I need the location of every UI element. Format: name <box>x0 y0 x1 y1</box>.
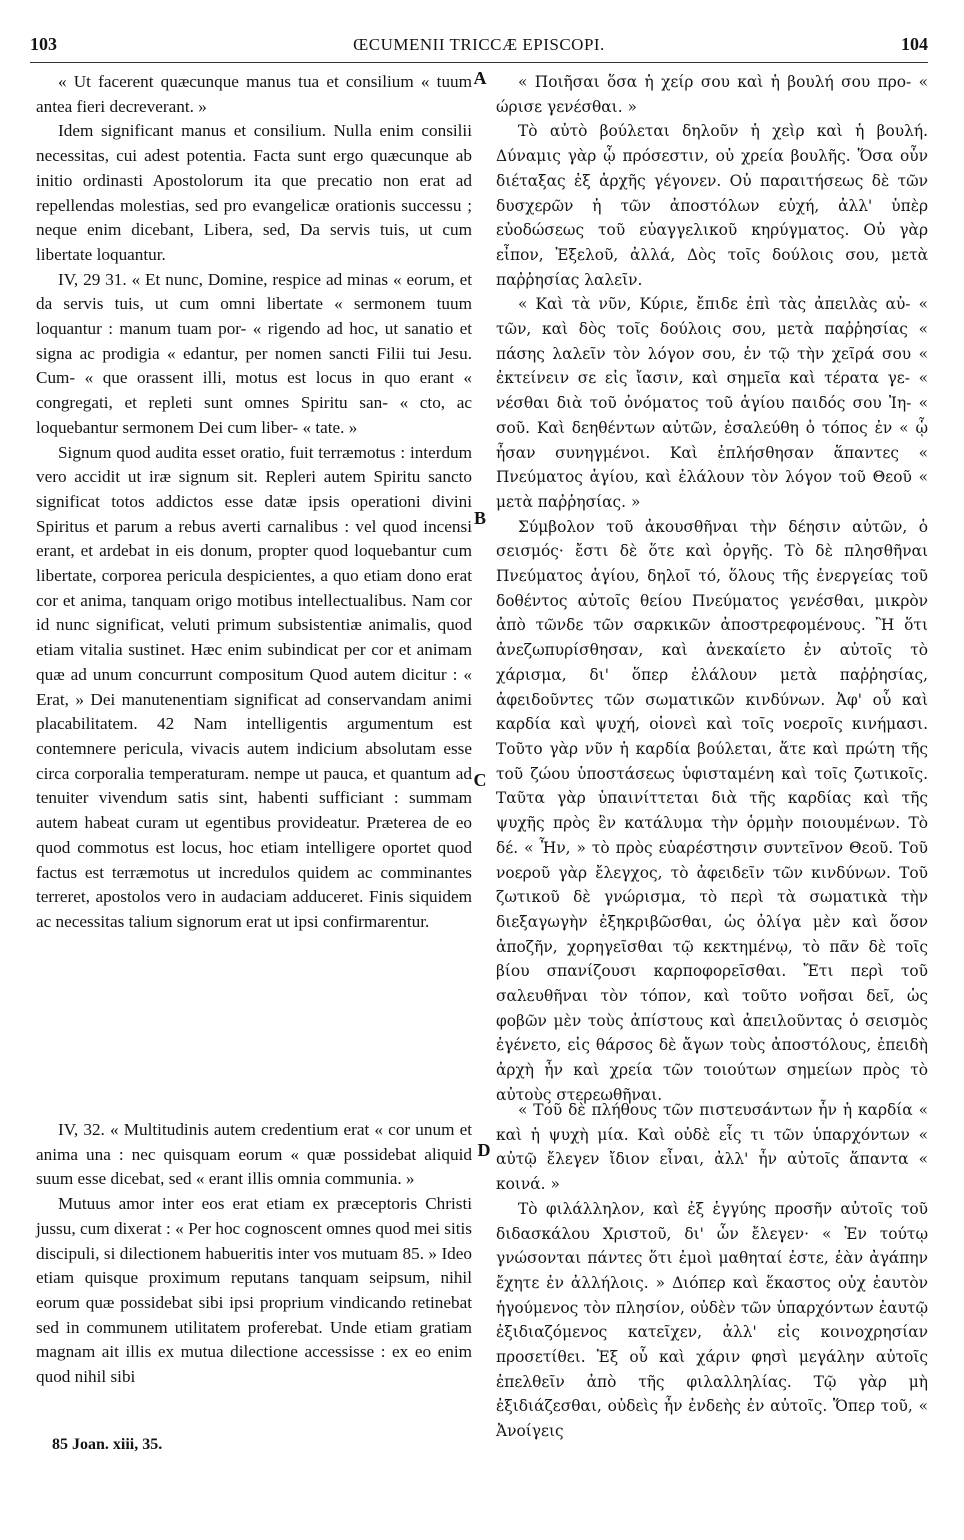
margin-letter-d: D <box>477 1140 491 1160</box>
page-number-left: 103 <box>30 34 57 54</box>
latin-column-lower <box>36 1118 472 1414</box>
latin-column-upper <box>36 70 472 1110</box>
latin-paragraph: IV, 32. « Multitudinis autem credentium erat « cor unum et anima una : nec quisquam eorum « quæ possidebat aliquid suum esse dicebat, sed « erant illis omnia communia. » <box>36 1120 472 1189</box>
greek-paragraph: Τὸ φιλάλληλον, καὶ ἐξ ἐγγύης προσῆν αὐτοῖς τοῦ διδασκάλου Χριστοῦ, δι' ὧν ἔλεγεν· « Ἐν τούτῳ γνώσονται πάντες ὅτι ἐμοὶ μαθηταί ἐστε, ἐὰν ἀγάπην ἔχητε ἐν ἀλλήλοις. » Διόπερ καὶ ἕκαστος οὐχ ἑαυτὸν ἡγούμενος τὸν πλησίον, οὐδὲν τῶν ὑπαρχόντων ἑαυτῷ ἐξιδιαζόμενος κατεῖχεν, ἀλλ' εἰς κοινοχρησίαν προσετίθει. Ἐξ οὗ καὶ χάριν φησὶ μεγάλην αὐτοῖς ἐπελθεῖν ἀπὸ τῆς φιλαλληλίας. Τῷ γὰρ μὴ ἐξιδιάζεσθαι, οὐδεὶς ἦν ἐνδεὴς ἐν αὐτοῖς. Ὅπερ τοῦ, « Ἀνοίγεις <box>496 1199 928 1441</box>
latin-paragraph: Signum quod audita esset oratio, fuit terræmotus : interdum vero accidit ut iræ signum sit. Repleri autem Spiritu sancto significat totos addictos esse datæ ipsis operationi divini Spiritus et parum a rebus averti carnalibus : vel quod incensi erant, et ardebat in eis donum, propter quod loquebantur cum libertate, corporea pericula despicientes, a quo etiam dono erat cor et anima, tanquam origo motibus intellectualibus. Nam cor id nunc significat, veluti primum subsistentiæ animalis, quod etiam vitalia sustinet. Hæc enim subindicat per cor et animam quæ ad unum concurrunt compositum Quod autem dicitur : « Erat, » Dei manutenentiam significat ad conservandam animi placabilitatem. 42 Nam intelligentis argumentum est contemnere pericula, vivacis autem indicium absolutam esse circa corporalia temperaturam. nempe ut pauca, et quantum ad tenuiter vivendum satis sint, habenti sufficiant : summam autem habeat curam ut egentibus provideatur. Præterea de eo quod commotus est locus, hoc etiam intelligere oportet quod factus est terræmotus ut incredulos quidem ac comminantes terreret, apostolos vero in audaciam adduceret. Finis siquidem ac necessitas talium signorum erat ut ipsi confirmarentur. <box>36 442 472 931</box>
greek-paragraph: Τὸ αὐτὸ βούλεται δηλοῦν ἡ χεὶρ καὶ ἡ βουλή. Δύναμις γὰρ ᾧ πρόσεστιν, οὐ χρεία βουλῆς. Ὅσα οὖν διέταξας ἐξ ἀρχῆς γέγονεν. Οὐ παραιτήσεως δὲ τῶν δυσχερῶν ἡ τῶν ἀποστόλων εὐχή, ἀλλ' ὑπὲρ εὐοδώσεως τοῦ εὐαγγελικοῦ κηρύγματος. Οὐ γὰρ εἶπον, Ἐξελοῦ, ἀλλά, Δὸς τοῖς δούλοις σου, μετὰ παῤῥησίας λαλεῖν. <box>496 122 928 289</box>
latin-paragraph: IV, 29 31. « Et nunc, Domine, respice ad minas « eorum, et da servis tuis, ut cum omni libertate « sermonem tuum loquantur : manum tuam por- « rigendo ad hoc, ut sanatio et signa ac prodigia « edantur, per nomen sancti Filii tui Jesu. Cum- « que orassent illi, motus est locus in quo erant « congregati, et repleti sunt omnes Spiritu san- « cto, ac loquebantur sermonem Dei cum liber- « tate. » <box>36 269 472 437</box>
running-title: ŒCUMENII TRICCÆ EPISCOPI. <box>353 35 605 54</box>
greek-column-lower <box>496 1098 928 1441</box>
margin-letter-b: B <box>473 508 486 528</box>
latin-paragraph: Idem significant manus et consilium. Nulla enim consilii necessitas, cui adest potentia. Facta sunt ergo quæcunque ab initio ordinasti Apostolorum ita que precatio non erat ad repellendas molestias, sed pro evangelicæ orationis successu ; neque enim dicebant, Libera, sed, Da servis tuis, ut cum libertate loquantur. <box>36 121 472 264</box>
margin-letter-a: A <box>473 68 487 88</box>
running-header <box>30 34 928 63</box>
greek-paragraph: Σύμβολον τοῦ ἀκουσθῆναι τὴν δέησιν αὐτῶν, ὁ σεισμός· ἔστι δὲ ὅτε καὶ ὀργῆς. Τὸ δὲ πλησθῆναι Πνεύματος ἁγίου, δηλοῖ τό, ὅλους τῆς ἐνεργείας τοῦ δοθέντος αὐτοῖς θείου Πνεύματος γενέσθαι, μικρὸν ἀπὸ τῶνδε τῶν σαρκικῶν ἀποστρεφομένους. Ἢ ὅτι ἀνεζωπυρίσθησαν, καὶ ἀνεκαίετο ἐν αὐτοῖς τὸ χάρισμα, δι' ὅπερ ἐλάλουν μετὰ παῤῥησίας, ἀφειδοῦντες τῶν σωματικῶν κινδύνων. Ἀφ' οὗ καὶ καρδία καὶ ψυχή, οἱονεὶ καὶ τοῖς νοεροῖς κινήμασι. Τοῦτο γὰρ νῦν ἡ καρδία βούλεται, ἅτε καὶ πρώτη τῆς τοῦ ζώου ὑποστάσεως ὑφισταμένη καὶ τοῖς ζωτικοῖς. Ταῦτα γὰρ ὑπαινίττεται διὰ τῆς καρδίας καὶ τῆς ψυχῆς πρὸς ἓν κατάλυμα τὴν ὁρμὴν ποιουμένων. Τὸ δέ. « Ἦν, » τὸ πρὸς εὐαρέστησιν συντεῖνον Θεοῦ. Τοῦ νοεροῦ γὰρ ἔλεγχος, τὸ ἀφειδεῖν τῶν κινδύνων. Τοῦ ζωτικοῦ δὲ γνώρισμα, τὸ περὶ τὰ σωματικὰ τὴν διεξαγωγὴν ἐξηκριβῶσθαι, ὡς ὀλίγα μὲν καὶ ὅσον ἀποζῆν, χορηγεῖσθαι τῷ κεκτημένῳ, τὸ πᾶν δὲ τοῖς βίου σπανίζουσι καρποφορεῖσθαι. Ἔτι περὶ τοῦ σαλευθῆναι τὸν τόπον, καὶ τοῦτο νοῆσαι δεῖ, ὡς φοβῶν μὲν τοὺς ἀπίστους καὶ ἀπειλοῦντας ὁ σεισμὸς ἐγένετο, εἰς θάρσος δὲ ἄγων τοὺς ἀποστόλους, ἐπειδὴ ἀρχὴ ἦν καὶ χρεία τῶν τοιούτων σημείων πρὸς τὸ αὐτοὺς στερεωθῆναι. <box>496 517 928 1104</box>
footnote: 85 Joan. xiii, 35. <box>52 1436 163 1453</box>
greek-paragraph: « Ποιῆσαι ὅσα ἡ χείρ σου καὶ ἡ βουλή σου προ- « ώρισε γενέσθαι. » <box>496 73 928 116</box>
greek-paragraph: « Καὶ τὰ νῦν, Κύριε, ἔπιδε ἐπὶ τὰς ἀπειλὰς αὐ- « τῶν, καὶ δὸς τοῖς δούλοις σου, μετὰ παῤῥησίας « πάσης λαλεῖν τὸν λόγον σου, ἐν τῷ τὴν χεῖρά σου « ἐκτείνειν σε εἰς ἴασιν, καὶ σημεῖα καὶ τέρατα γε- « νέσθαι διὰ τοῦ ὀνόματος τοῦ ἁγίου παιδός σου Ἰη- « σοῦ. Καὶ δεηθέντων αὐτῶν, ἐσαλεύθη ὁ τόπος ἐν « ᾧ ἦσαν συνηγμένοι. Καὶ ἐπλήσθησαν ἅπαντες « Πνεύματος ἁγίου, καὶ ἐλάλουν τὸν λόγον τοῦ Θεοῦ « μετὰ παῤῥησίας. » <box>496 295 928 511</box>
greek-column-upper <box>496 70 928 1104</box>
margin-letter-c: C <box>473 770 487 790</box>
page-number-right: 104 <box>901 34 928 54</box>
latin-paragraph: « Ut facerent quæcunque manus tua et consilium « tuum antea fieri decreverant. » <box>36 72 472 116</box>
latin-paragraph: Mutuus amor inter eos erat etiam ex præceptoris Christi jussu, cum dixerat : « Per hoc cognoscent omnes quod mei sitis discipuli, si dilectionem habueritis inter vos mutuam 85. » Ideo etiam quisque proximum reputans tanquam seipsum, nihil eorum quæ possidebat sibi ipsi proprium vindicando retinebat sed in communem utilitatem proferebat. Unde etiam gratiam magnam ait illis ex mutua dilectione accessisse : ex eo enim quod nihil sibi <box>36 1194 472 1387</box>
greek-paragraph: « Τοῦ δὲ πλήθους τῶν πιστευσάντων ἦν ἡ καρδία « καὶ ἡ ψυχὴ μία. Καὶ οὐδὲ εἷς τι τῶν ὑπαρχόντων « αὐτῷ ἔλεγεν ἴδιον εἶναι, ἀλλ' ἦν αὐτοῖς ἅπαντα « κοινά. » <box>496 1101 928 1194</box>
